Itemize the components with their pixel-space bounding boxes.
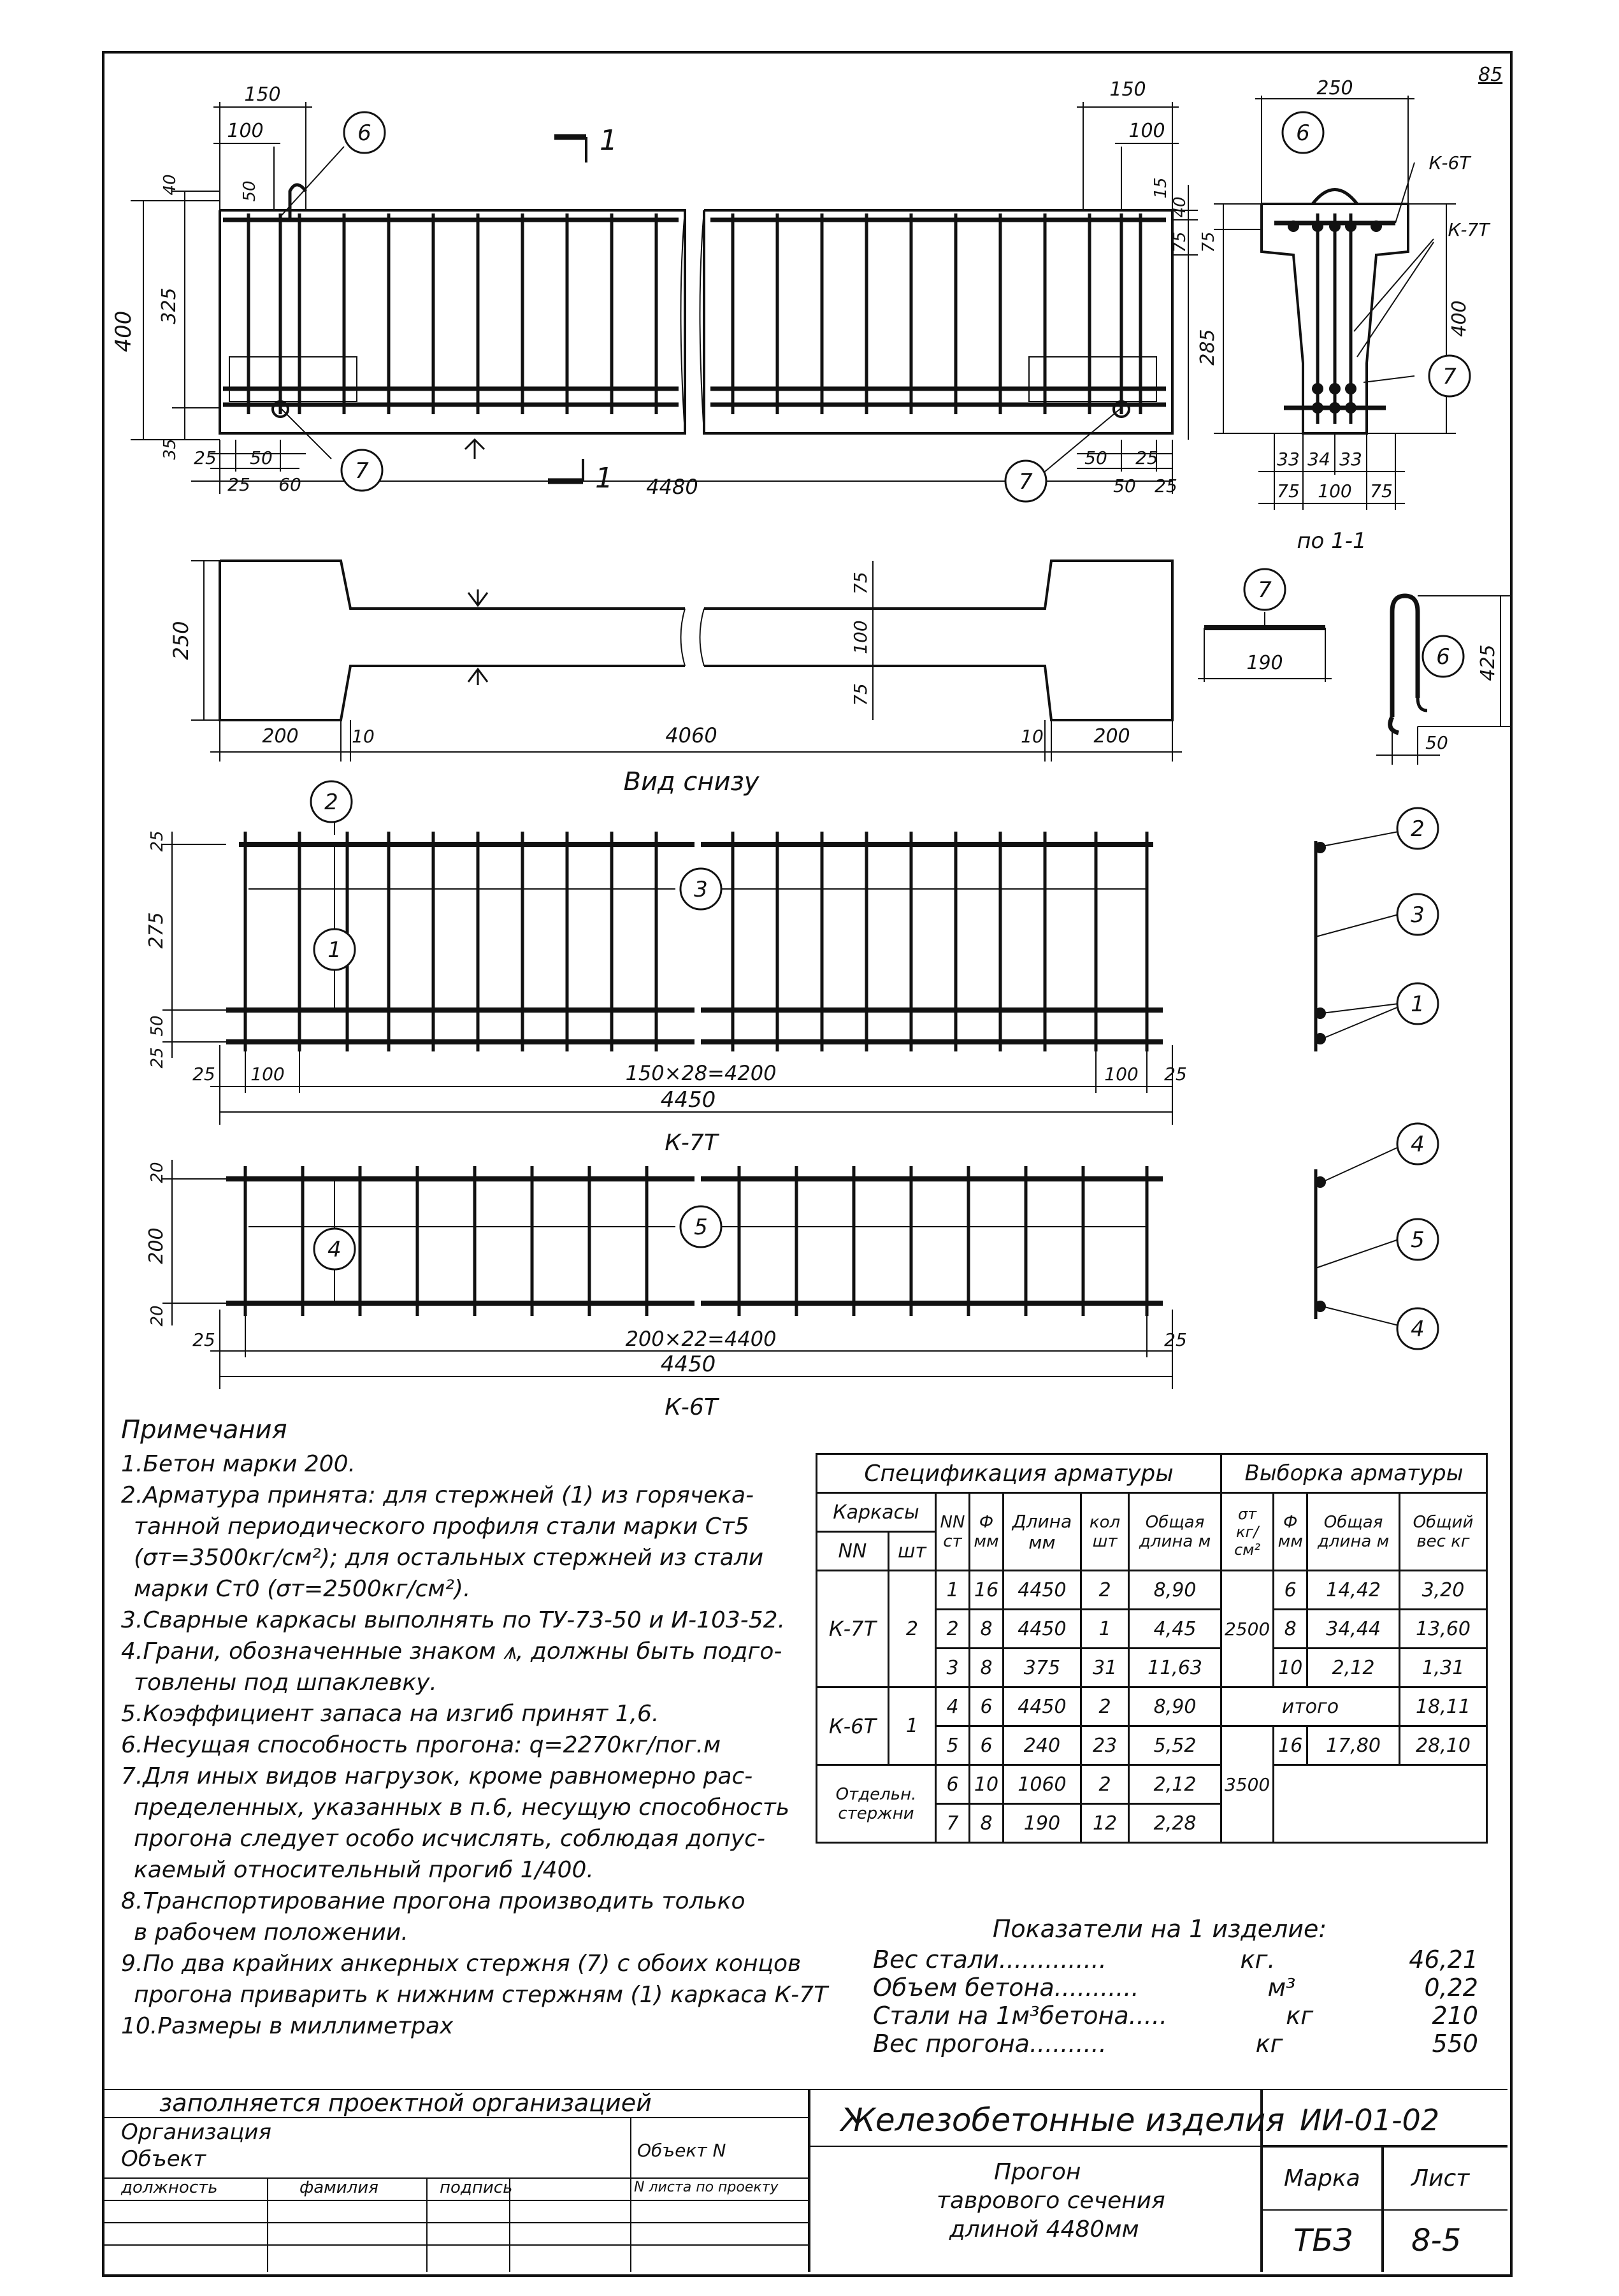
cell: 4450 [1003,1571,1081,1610]
dim-150-right: 150 [1109,78,1146,101]
note-line: 3.Сварные каркасы выполнять по ТУ-73-50 и И-103-52. [121,1607,786,1633]
callout-2-k7t: 2 [324,790,338,815]
note-line: танной периодического профиля стали марки Ст5 [134,1513,749,1540]
indicator-unit: м³ [1267,1974,1296,2002]
callout-7-section: 7 [1443,364,1457,389]
cell: 1,31 [1399,1649,1486,1687]
callout-4-k6t-side-bottom: 4 [1411,1317,1425,1342]
dim-b25b-k7t: 25 [1164,1064,1187,1085]
indicator-unit: кг [1255,2030,1283,2058]
elevation-view [131,102,1198,494]
dim-100-left: 100 [227,120,264,142]
frame-k7t-side [1314,832,1399,1051]
col-qty: кол шт [1081,1493,1128,1571]
dim-40-elev: 40 [161,174,180,196]
dim-10b-bottom: 10 [1021,726,1044,747]
cell: 2,12 [1129,1765,1221,1804]
cell-sigma: 3500 [1221,1726,1273,1843]
indicators-title: Показатели на 1 изделие: [992,1915,1327,1943]
dim-b25b-k6t: 25 [1164,1329,1187,1350]
cell: 8,90 [1129,1687,1221,1726]
cell: 31 [1081,1649,1128,1687]
cell: 4450 [1003,1687,1081,1726]
indicator-label: Вес прогона.......... [873,2030,1107,2058]
dim-mid-k7t: 150×28=4200 [625,1061,777,1085]
note-line: 7.Для иных видов нагрузок, кроме равномерно рас- [121,1763,753,1789]
cell-total-value: 18,11 [1399,1687,1486,1726]
cell: 6 [969,1687,1003,1726]
cell-frame: К-7Т [817,1571,889,1687]
cell: 4,45 [1129,1610,1221,1649]
cell-frame-count: 1 [888,1687,935,1765]
section-mark-bottom: 1 [595,462,613,495]
col-bar-no: NN ст [935,1493,969,1571]
cell: 8 [969,1649,1003,1687]
cell: 8 [1274,1610,1307,1649]
stamp-sheet: 8-5 [1411,2223,1462,2258]
cell: 2 [1081,1765,1128,1804]
stamp-organization: Организация [121,2119,271,2145]
cell: 1060 [1003,1765,1081,1804]
dim-b25d: 25 [1155,475,1177,496]
rebar-specification-table [816,1453,1488,1844]
note-line: 6.Несущая способность прогона: q=2270кг/пог.м [121,1732,721,1758]
frame-k7t-name: К-7Т [665,1130,718,1156]
cell: 1 [1081,1610,1128,1649]
notes-title: Примечания [121,1415,287,1445]
callout-5-k6t: 5 [694,1215,708,1240]
section-title: по 1-1 [1297,528,1367,554]
stamp-object: Объект [121,2146,206,2172]
dim-25a-k7t: 25 [148,830,167,852]
stamp-mark-label: Марка [1284,2165,1360,2191]
cell: 12 [1081,1804,1128,1843]
dim-b100a-k7t: 100 [250,1064,285,1085]
cell: 3,20 [1399,1571,1486,1610]
frame-k6t-side [1314,1147,1399,1325]
dim-b25c: 25 [1135,447,1158,468]
callout-4-k6t-side-top: 4 [1411,1132,1425,1157]
cell: 8 [969,1610,1003,1649]
table-row [817,1687,1487,1726]
note-line: в рабочем положении. [134,1919,408,1946]
dim-b25b: 25 [227,474,250,495]
dim-200b-bottom: 200 [1093,725,1130,747]
cell-sigma: 2500 [1221,1571,1273,1687]
note-line: 9.По два крайних анкерных стержня (7) с обоих концов [121,1951,802,1977]
cell: 7 [935,1804,969,1843]
dim-50-v-elev: 50 [240,180,259,202]
spec-title: Спецификация арматуры [817,1454,1221,1493]
cell: 190 [1003,1804,1081,1843]
product-indicators [841,1915,1478,2058]
dim-250-bottom: 250 [169,621,193,660]
dim-400-elev: 400 [111,310,136,352]
cell: 28,10 [1399,1726,1486,1765]
cell: 16 [969,1571,1003,1610]
indicator-row [841,2030,1478,2058]
stamp-surname: фамилия [299,2178,378,2197]
dim-325-elev: 325 [158,287,180,324]
callout-6-bar: 6 [1436,644,1450,670]
dim-length-4480: 4480 [646,475,698,499]
cell-total-label: итого [1221,1687,1399,1726]
dim-b25a-k6t: 25 [192,1329,215,1350]
dim-200-k6t: 200 [145,1227,168,1264]
col-sel-diameter: Ф мм [1274,1493,1307,1571]
callout-1-k7t-side: 1 [1411,992,1425,1017]
col-total-length: Общая длина м [1129,1493,1221,1571]
note-line: 4.Грани, обозначенные знаком ⩚, должны быть подго- [121,1638,782,1664]
dim-100-section: 100 [1318,480,1352,502]
dim-75a-bottom: 75 [850,572,871,595]
dim-190-bar7: 190 [1246,652,1283,674]
cell: 11,63 [1129,1649,1221,1687]
dim-75-right-elev: 75 [1170,231,1190,253]
dim-b100b-k7t: 100 [1104,1064,1139,1085]
indicator-unit: кг [1286,2002,1314,2030]
callout-5-k6t-side: 5 [1411,1227,1425,1253]
note-line: 8.Транспортирование прогона производить только [121,1888,745,1914]
dim-425-bar6: 425 [1477,644,1499,681]
dim-150-left: 150 [244,83,281,106]
stamp-sheet-no: N листа по проекту [634,2179,779,2195]
page-number: 85 [1478,64,1503,86]
stamp-description-1: Прогон [994,2159,1081,2185]
indicator-unit: кг. [1240,1946,1276,1974]
dim-50-k7t: 50 [148,1015,167,1037]
indicator-label: Вес стали.............. [873,1946,1107,1974]
col-sel-length: Общая длина м [1307,1493,1400,1571]
note-line: прогона приварить к нижним стержням (1) каркаса К-7Т [134,1982,828,2008]
callout-7-bar: 7 [1258,577,1272,603]
dim-33a-section: 33 [1277,449,1300,470]
dim-20a-k6t: 20 [148,1162,167,1183]
callout-4-k6t: 4 [327,1237,342,1262]
cell: 1 [935,1571,969,1610]
cell: 16 [1274,1726,1307,1765]
dim-50-bar6: 50 [1425,732,1448,753]
indicator-row [841,2002,1478,2030]
table-row [817,1571,1487,1610]
cell: 4450 [1003,1610,1081,1649]
note-line: (σт=3500кг/см²); для остальных стержней из стали [134,1545,764,1571]
indicator-label: Объем бетона........... [873,1974,1139,2002]
stamp-signature: подпись [440,2178,513,2197]
callout-3-k7t: 3 [694,877,708,902]
cell: 6 [1274,1571,1307,1610]
note-line: марки Ст0 (σт=2500кг/см²). [134,1576,471,1602]
dim-250-section: 250 [1316,77,1353,99]
col-length: Длина мм [1003,1493,1081,1571]
callout-1-k7t: 1 [327,937,342,963]
cross-section-1-1 [1214,96,1456,510]
col-weight: Общий вес кг [1399,1493,1486,1571]
callout-6-section: 6 [1296,120,1310,146]
section-mark-top: 1 [600,124,617,157]
dim-35-elev: 35 [161,438,180,460]
cell: 10 [1274,1649,1307,1687]
indicator-value: 550 [1432,2030,1478,2058]
stamp-sheet-label: Лист [1411,2165,1470,2191]
dim-mid-k6t: 200×22=4400 [625,1327,777,1351]
indicator-row [841,1974,1478,2002]
cell: 4 [935,1687,969,1726]
note-line: товлены под шпаклевку. [134,1670,437,1696]
dim-total-k6t: 4450 [660,1352,716,1377]
dim-75-section: 75 [1199,231,1218,253]
cell: 2 [1081,1571,1128,1610]
cell: 2,28 [1129,1804,1221,1843]
col-frame-nn: NN [817,1532,889,1571]
callout-6-elev: 6 [357,120,371,146]
table-row [817,1765,1487,1804]
cell: 5,52 [1129,1726,1221,1765]
label-k6t-section: К-6Т [1428,152,1471,173]
dim-40-right-elev: 40 [1170,196,1190,218]
cell: 240 [1003,1726,1081,1765]
cell: 2,12 [1307,1649,1400,1687]
col-frame-sht: шт [888,1532,935,1571]
note-line: 5.Коэффициент запаса на изгиб принят 1,6. [121,1701,659,1727]
col-frames: Каркасы [817,1493,936,1532]
dim-b50a: 50 [250,447,273,468]
dim-285-section: 285 [1197,329,1219,366]
dim-400-section: 400 [1448,300,1471,337]
cell: 14,42 [1307,1571,1400,1610]
dim-100-right: 100 [1128,120,1165,142]
note-line: пределенных, указанных в п.6, несущую способность [134,1794,790,1821]
cell: 2 [935,1610,969,1649]
note-line: 10.Размеры в миллиметрах [121,2013,454,2039]
indicator-label: Стали на 1м³бетона..... [873,2002,1168,2030]
cell: 6 [935,1765,969,1804]
stamp-description-2: таврового сечения [937,2188,1165,2214]
indicator-value: 46,21 [1409,1946,1478,1974]
dim-15-elev: 15 [1151,177,1170,199]
cell: 23 [1081,1726,1128,1765]
stamp-series-title: Железобетонные изделия [841,2102,1285,2139]
callout-2-k7t-side: 2 [1411,816,1425,842]
dim-275-k7t: 275 [145,912,168,949]
label-k7t-section: К-7Т [1448,219,1490,240]
stamp-mark: ТБЗ [1293,2223,1353,2258]
dim-b50b: 60 [278,474,301,495]
cell: 2 [1081,1687,1128,1726]
dim-34-section: 34 [1307,449,1330,470]
col-diameter: Ф мм [969,1493,1003,1571]
cell-frame: Отдельн. стержни [817,1765,936,1843]
note-line: прогона следует особо исчислять, соблюдая допус- [134,1826,765,1852]
cell: 6 [969,1726,1003,1765]
dim-20b-k6t: 20 [148,1305,167,1327]
callout-7-elev-right: 7 [1019,469,1033,495]
dim-75a-section: 75 [1277,480,1300,502]
stamp-filled-by: заполняется проектной организацией [159,2089,652,2117]
cell: 3 [935,1649,969,1687]
cell-frame: К-6Т [817,1687,889,1765]
dim-100-bottom: 100 [850,620,871,654]
selection-title: Выборка арматуры [1221,1454,1486,1493]
cell: 34,44 [1307,1610,1400,1649]
callout-7-elev-left: 7 [355,458,369,484]
cell: 13,60 [1399,1610,1486,1649]
callout-3-k7t-side: 3 [1411,902,1425,928]
dim-10a-bottom: 10 [352,726,375,747]
cell: 17,80 [1307,1726,1400,1765]
dim-b25a: 25 [194,447,217,468]
cell-empty [1274,1765,1487,1843]
col-sigma: σт кг/см² [1221,1493,1273,1571]
stamp-object-no: Объект N [637,2140,726,2161]
stamp-description-3: длиной 4480мм [949,2216,1139,2242]
dim-33b-section: 33 [1339,449,1362,470]
cell-frame-count: 2 [888,1571,935,1687]
indicator-value: 210 [1432,2002,1478,2030]
dim-4060-bottom: 4060 [665,723,717,747]
dim-200a-bottom: 200 [262,725,299,747]
bottom-view-title: Вид снизу [623,767,759,797]
cell: 5 [935,1726,969,1765]
stamp-position: должность [121,2178,218,2197]
dim-75b-bottom: 75 [850,683,871,706]
cell: 10 [969,1765,1003,1804]
frame-k6t-name: К-6Т [665,1394,718,1420]
note-line: 1.Бетон марки 200. [121,1451,356,1477]
note-line: каемый относительный прогиб 1/400. [134,1857,594,1883]
cell: 375 [1003,1649,1081,1687]
dim-total-k7t: 4450 [660,1087,716,1113]
dim-b50c: 50 [1084,447,1107,468]
stamp-document-code: ИИ-01-02 [1300,2103,1440,2137]
cell: 8,90 [1129,1571,1221,1610]
dim-75b-section: 75 [1370,480,1393,502]
indicator-value: 0,22 [1424,1974,1478,2002]
note-line: 2.Арматура принята: для стержней (1) из горячека- [121,1482,754,1508]
cell: 8 [969,1804,1003,1843]
dim-25b-k7t: 25 [148,1047,167,1069]
notes-block [121,1415,835,2042]
title-block [102,2089,1504,2267]
dim-b25a-k7t: 25 [192,1064,215,1085]
indicator-row [841,1946,1478,1974]
dim-b50d: 50 [1113,475,1136,496]
